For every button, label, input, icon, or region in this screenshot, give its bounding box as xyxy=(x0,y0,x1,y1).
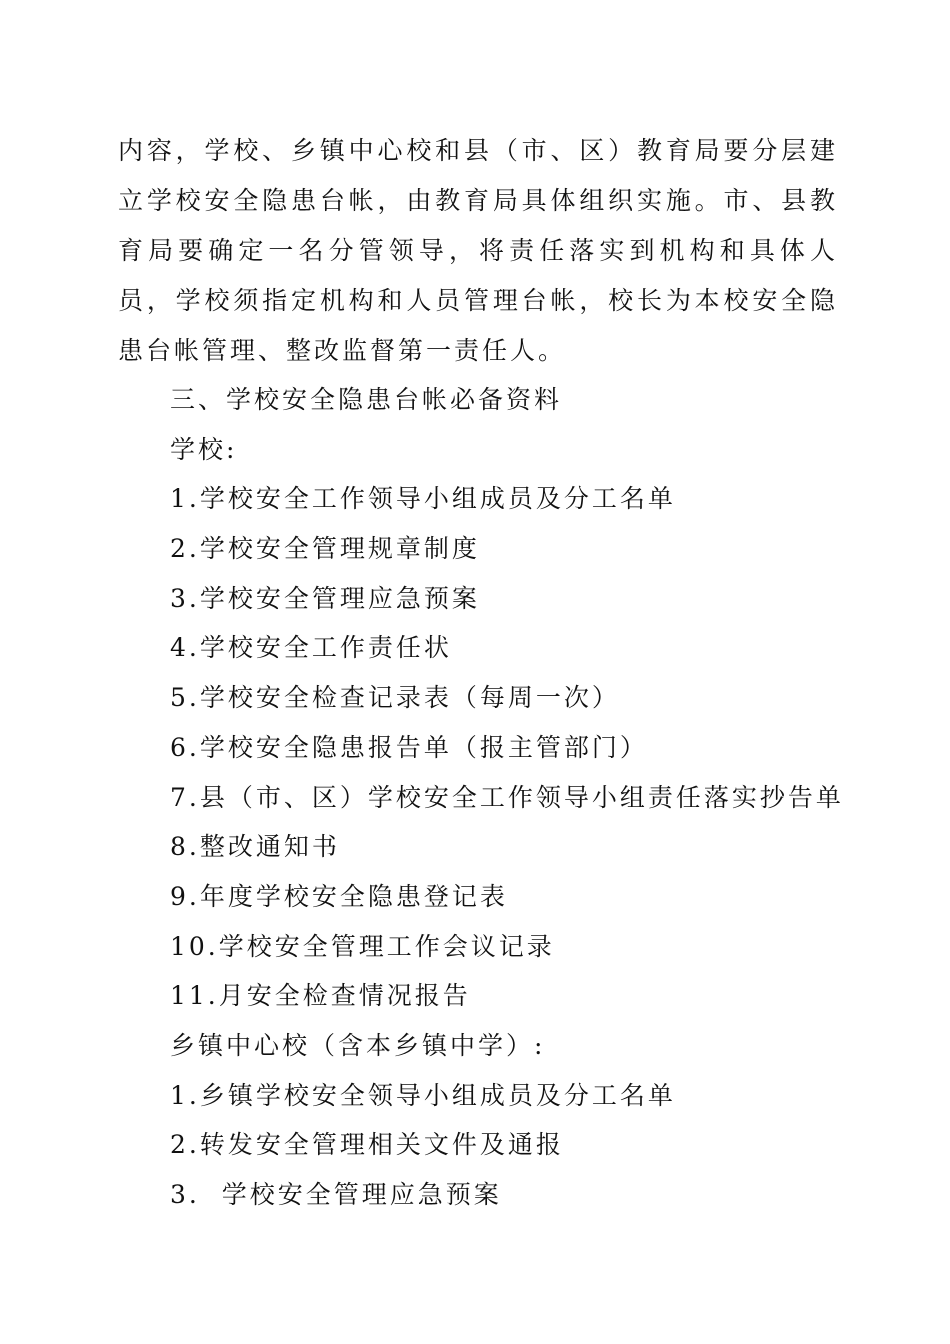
list-item: 8.整改通知书 xyxy=(170,832,340,861)
body-paragraph: 内容，学校、乡镇中心校和县（市、区）教育局要分层建立学校安全隐患台帐，由教育局具体组织实施。市、县教育局要确定一名分管领导，将责任落实到机构和具体人员，学校须指定机构和人员管理台帐，校长为本校安全隐患台帐管理、整改监督第一责任人。 xyxy=(118,136,838,365)
township-label: 乡镇中心校（含本乡镇中学）: xyxy=(170,1031,546,1060)
section-heading: 三、学校安全隐患台帐必备资料 xyxy=(170,385,563,414)
list-item: 3. 学校安全管理应急预案 xyxy=(170,1180,502,1209)
list-item: 2.转发安全管理相关文件及通报 xyxy=(170,1130,564,1159)
list-item: 1.学校安全工作领导小组成员及分工名单 xyxy=(170,484,676,513)
list-item: 5.学校安全检查记录表（每周一次） xyxy=(170,683,620,712)
list-item: 2.学校安全管理规章制度 xyxy=(170,534,480,563)
list-item: 3.学校安全管理应急预案 xyxy=(170,584,480,613)
list-item: 6.学校安全隐患报告单（报主管部门） xyxy=(170,733,648,762)
list-item: 1.乡镇学校安全领导小组成员及分工名单 xyxy=(170,1081,676,1110)
list-item: 7.县（市、区）学校安全工作领导小组责任落实抄告单 xyxy=(170,783,844,812)
list-item: 4.学校安全工作责任状 xyxy=(170,633,452,662)
list-item: 9.年度学校安全隐患登记表 xyxy=(170,882,508,911)
list-item: 10.学校安全管理工作会议记录 xyxy=(170,932,555,961)
list-item: 11.月安全检查情况报告 xyxy=(170,981,471,1010)
school-label: 学校: xyxy=(170,435,238,464)
